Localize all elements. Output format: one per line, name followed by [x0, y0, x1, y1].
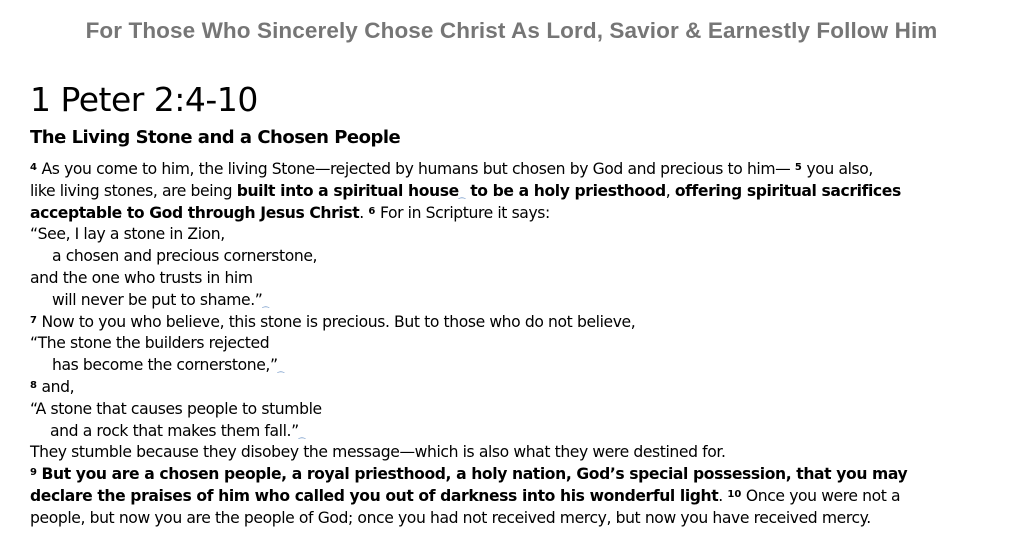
emphasis-spiritual-sacrifices: offering spiritual sacrifices	[674, 181, 901, 200]
footnote-marker-icon[interactable]: ⁔	[262, 298, 269, 308]
emphasis-acceptable-to-god: acceptable to God through Jesus Christ	[30, 203, 360, 222]
passage-line-verse-9	[30, 464, 1015, 486]
verse-6-text: For in Scripture it says:	[379, 203, 550, 222]
footnote-marker-icon[interactable]: ⁔	[458, 189, 466, 199]
passage-line-2	[30, 181, 1015, 203]
verse-number-6: 6	[368, 205, 376, 217]
passage-text: .	[359, 203, 369, 222]
quote-line-indented	[30, 421, 1015, 443]
emphasis-declare-praises: declare the praises of him who called you out of darkness into his wonderful light	[30, 486, 719, 505]
verse-number-4: 4	[30, 162, 37, 173]
quote-text: will never be put to shame.”	[52, 290, 263, 309]
quote-line-indented	[30, 290, 1015, 312]
quote-text: and a rock that makes them fall.”	[50, 421, 299, 440]
verse-number-10: 10	[727, 488, 742, 500]
verse-number-5: 5	[794, 162, 802, 173]
verse-8-text: and,	[41, 377, 75, 396]
passage-line-3	[30, 203, 1015, 225]
verse-number-9: 9	[30, 467, 37, 479]
verse-number-7: 7	[30, 314, 37, 326]
quote-line-indented: a chosen and precious cornerstone,	[52, 247, 318, 266]
quote-line-indented	[30, 355, 1015, 377]
emphasis-chosen-people: But you are a chosen people, a royal priesthood, a holy nation, God’s special possession, that you may	[41, 465, 908, 484]
quote-line: “A stone that causes people to stumble	[30, 399, 322, 418]
passage-text: ,	[665, 181, 675, 200]
verse-10-text-start: Once you were not a	[745, 486, 901, 505]
verse-number-8: 8	[30, 379, 37, 391]
passage-line-verse-7	[30, 312, 1015, 334]
scripture-reference: 1 Peter 2:4-10	[30, 80, 258, 119]
quote-text: has become the cornerstone,”	[52, 356, 278, 375]
passage-text: like living stones, are being	[30, 181, 237, 200]
footnote-marker-icon[interactable]: ⁔	[298, 429, 306, 439]
passage-line-verse-8	[30, 377, 1015, 399]
emphasis-spiritual-house: built into a spiritual house	[236, 181, 459, 200]
passage-line: people, but now you are the people of God; once you had not received mercy, but now you have received mercy.	[30, 508, 871, 527]
passage-line-verse-10	[30, 486, 1015, 508]
footnote-marker-icon[interactable]: ⁔	[277, 364, 285, 374]
passage-text: .	[718, 486, 728, 505]
passage-line: They stumble because they disobey the message—which is also what they were destined for.	[30, 443, 726, 462]
verse-7-text: Now to you who believe, this stone is precious. But to those who do not believe,	[41, 312, 636, 331]
quote-line: “The stone the builders rejected	[30, 334, 270, 353]
quote-line: “See, I lay a stone in Zion,	[30, 225, 225, 244]
passage-line-1	[30, 159, 1015, 181]
banner-title: For Those Who Sincerely Chose Christ As Lord, Savior & Earnestly Follow Him	[85, 18, 938, 43]
section-heading: The Living Stone and a Chosen People	[30, 127, 401, 148]
quote-line: and the one who trusts in him	[30, 268, 253, 287]
verse-5-text-start: you also,	[806, 160, 873, 178]
scripture-passage	[30, 159, 1015, 530]
verse-4-text: As you come to him, the living Stone—rejected by humans but chosen by God and precious to him—	[41, 160, 791, 178]
emphasis-holy-priesthood: to be a holy priesthood	[465, 181, 666, 200]
